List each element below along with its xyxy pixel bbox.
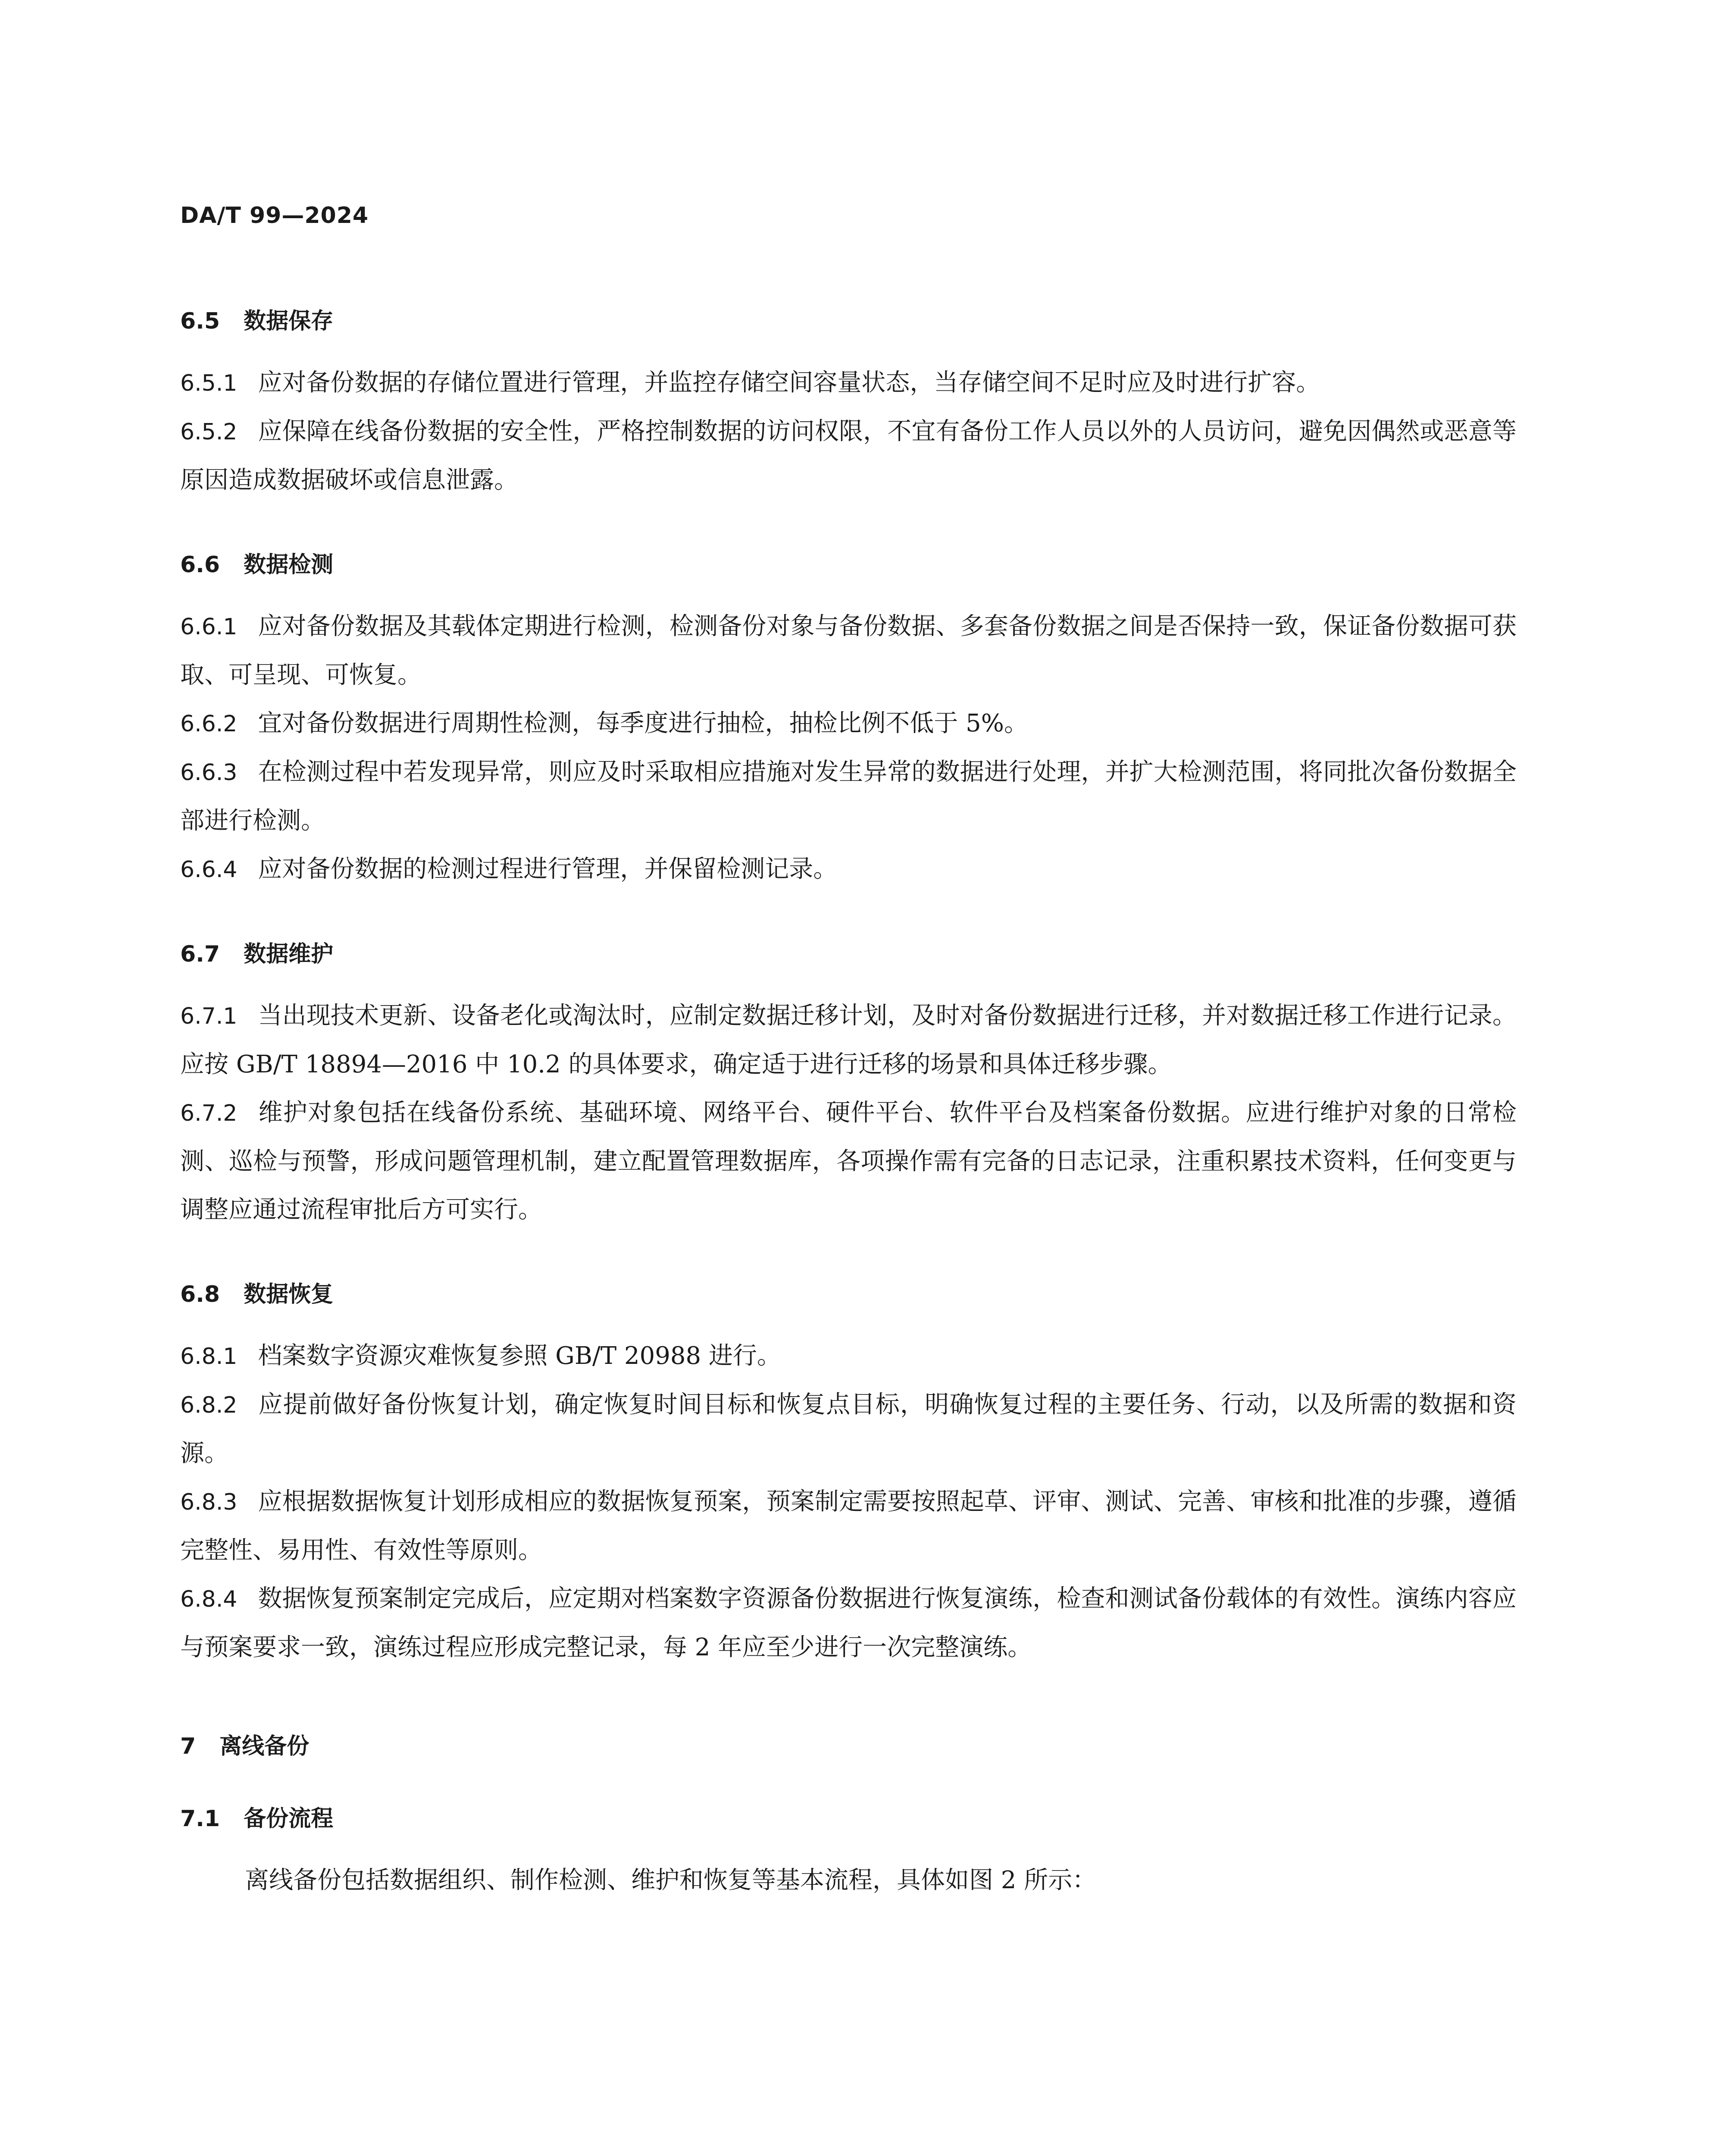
section-number: 6.8	[180, 1282, 220, 1307]
clause-text: 应对备份数据的检测过程进行管理，并保留检测记录。	[258, 855, 838, 883]
clause-6-6-4	[180, 845, 1517, 894]
standard-code: DA/T 99—2024	[180, 203, 369, 229]
clause-text: 维护对象包括在线备份系统、基础环境、网络平台、硬件平台、软件平台及档案备份数据。应进行维护对象的日常检测、巡检与预警，形成问题管理机制，建立配置管理数据库，各项操作需有完备的日志记录，注重积累技术资料，任何变更与调整应通过流程审批后方可实行。	[180, 1099, 1517, 1224]
clause-6-8-2	[180, 1381, 1517, 1478]
clause-6-8-3	[180, 1478, 1517, 1575]
clause-number: 6.8.2	[180, 1392, 238, 1418]
section-number: 6.6	[180, 552, 220, 578]
clause-number: 6.8.3	[180, 1489, 238, 1515]
clause-6-7-2	[180, 1089, 1517, 1234]
clause-text: 当出现技术更新、设备老化或淘汰时，应制定数据迁移计划，及时对备份数据进行迁移，并对数据迁移工作进行记录。应按 GB/T 18894—2016 中 10.2 的具体要求，确定适于进行迁移的场景和具体迁移步骤。	[180, 1002, 1517, 1078]
clause-number: 6.6.1	[180, 614, 238, 640]
section-heading-7-1	[180, 1795, 1517, 1843]
section-number: 7.1	[180, 1806, 220, 1832]
paragraph-7-1: 离线备份包括数据组织、制作检测、维护和恢复等基本流程，具体如图 2 所示：	[245, 1866, 1097, 1894]
clause-text: 应保障在线备份数据的安全性，严格控制数据的访问权限，不宜有备份工作人员以外的人员访问，避免因偶然或恶意等原因造成数据破坏或信息泄露。	[180, 417, 1517, 494]
clause-number: 6.8.1	[180, 1344, 238, 1369]
clause-number: 6.8.4	[180, 1586, 238, 1612]
clause-number: 6.5.2	[180, 419, 238, 445]
section-heading-6-8	[180, 1271, 1517, 1318]
clause-text: 应对备份数据及其载体定期进行检测，检测备份对象与备份数据、多套备份数据之间是否保持一致，保证备份数据可获取、可呈现、可恢复。	[180, 612, 1517, 689]
section-heading-6-5	[180, 298, 1517, 345]
section-number: 6.5	[180, 308, 220, 334]
section-title: 数据恢复	[244, 1282, 334, 1307]
chapter-heading-7	[180, 1723, 1517, 1770]
section-heading-6-6	[180, 541, 1517, 589]
clause-6-6-3	[180, 748, 1517, 845]
section-title: 数据检测	[244, 552, 334, 578]
chapter-number: 7	[180, 1733, 196, 1759]
clause-6-5-1	[180, 359, 1517, 407]
clause-text: 数据恢复预案制定完成后，应定期对档案数字资源备份数据进行恢复演练，检查和测试备份载体的有效性。演练内容应与预案要求一致，演练过程应形成完整记录，每 2 年应至少进行一次完整演练。	[180, 1585, 1517, 1661]
clause-6-7-1	[180, 992, 1517, 1089]
clause-6-8-4	[180, 1575, 1517, 1672]
clause-text: 应根据数据恢复计划形成相应的数据恢复预案，预案制定需要按照起草、评审、测试、完善、审核和批准的步骤，遵循完整性、易用性、有效性等原则。	[180, 1488, 1517, 1564]
clause-text: 应提前做好备份恢复计划，确定恢复时间目标和恢复点目标，明确恢复过程的主要任务、行动，以及所需的数据和资源。	[180, 1391, 1517, 1467]
clause-6-6-2	[180, 699, 1517, 748]
clause-text: 在检测过程中若发现异常，则应及时采取相应措施对发生异常的数据进行处理，并扩大检测范围，将同批次备份数据全部进行检测。	[180, 758, 1517, 835]
section-title: 数据维护	[244, 941, 334, 967]
section-number: 6.7	[180, 941, 220, 967]
clause-number: 6.7.1	[180, 1003, 238, 1029]
clause-text: 档案数字资源灾难恢复参照 GB/T 20988 进行。	[258, 1342, 781, 1370]
clause-number: 6.7.2	[180, 1100, 238, 1126]
section-title: 备份流程	[244, 1806, 334, 1832]
clause-number: 6.6.4	[180, 857, 238, 883]
clause-text: 宜对备份数据进行周期性检测，每季度进行抽检，抽检比例不低于 5%。	[258, 709, 1028, 737]
clause-6-6-1	[180, 602, 1517, 699]
section-title: 数据保存	[244, 308, 334, 334]
clause-number: 6.6.2	[180, 711, 238, 737]
clause-text: 应对备份数据的存储位置进行管理，并监控存储空间容量状态，当存储空间不足时应及时进行扩容。	[258, 369, 1320, 397]
clause-number: 6.6.3	[180, 760, 238, 786]
section-heading-6-7	[180, 931, 1517, 978]
chapter-title: 离线备份	[219, 1733, 310, 1759]
clause-6-8-1	[180, 1332, 1517, 1381]
page-content	[180, 298, 1517, 1905]
clause-6-5-2	[180, 407, 1517, 505]
clause-number: 6.5.1	[180, 370, 238, 396]
